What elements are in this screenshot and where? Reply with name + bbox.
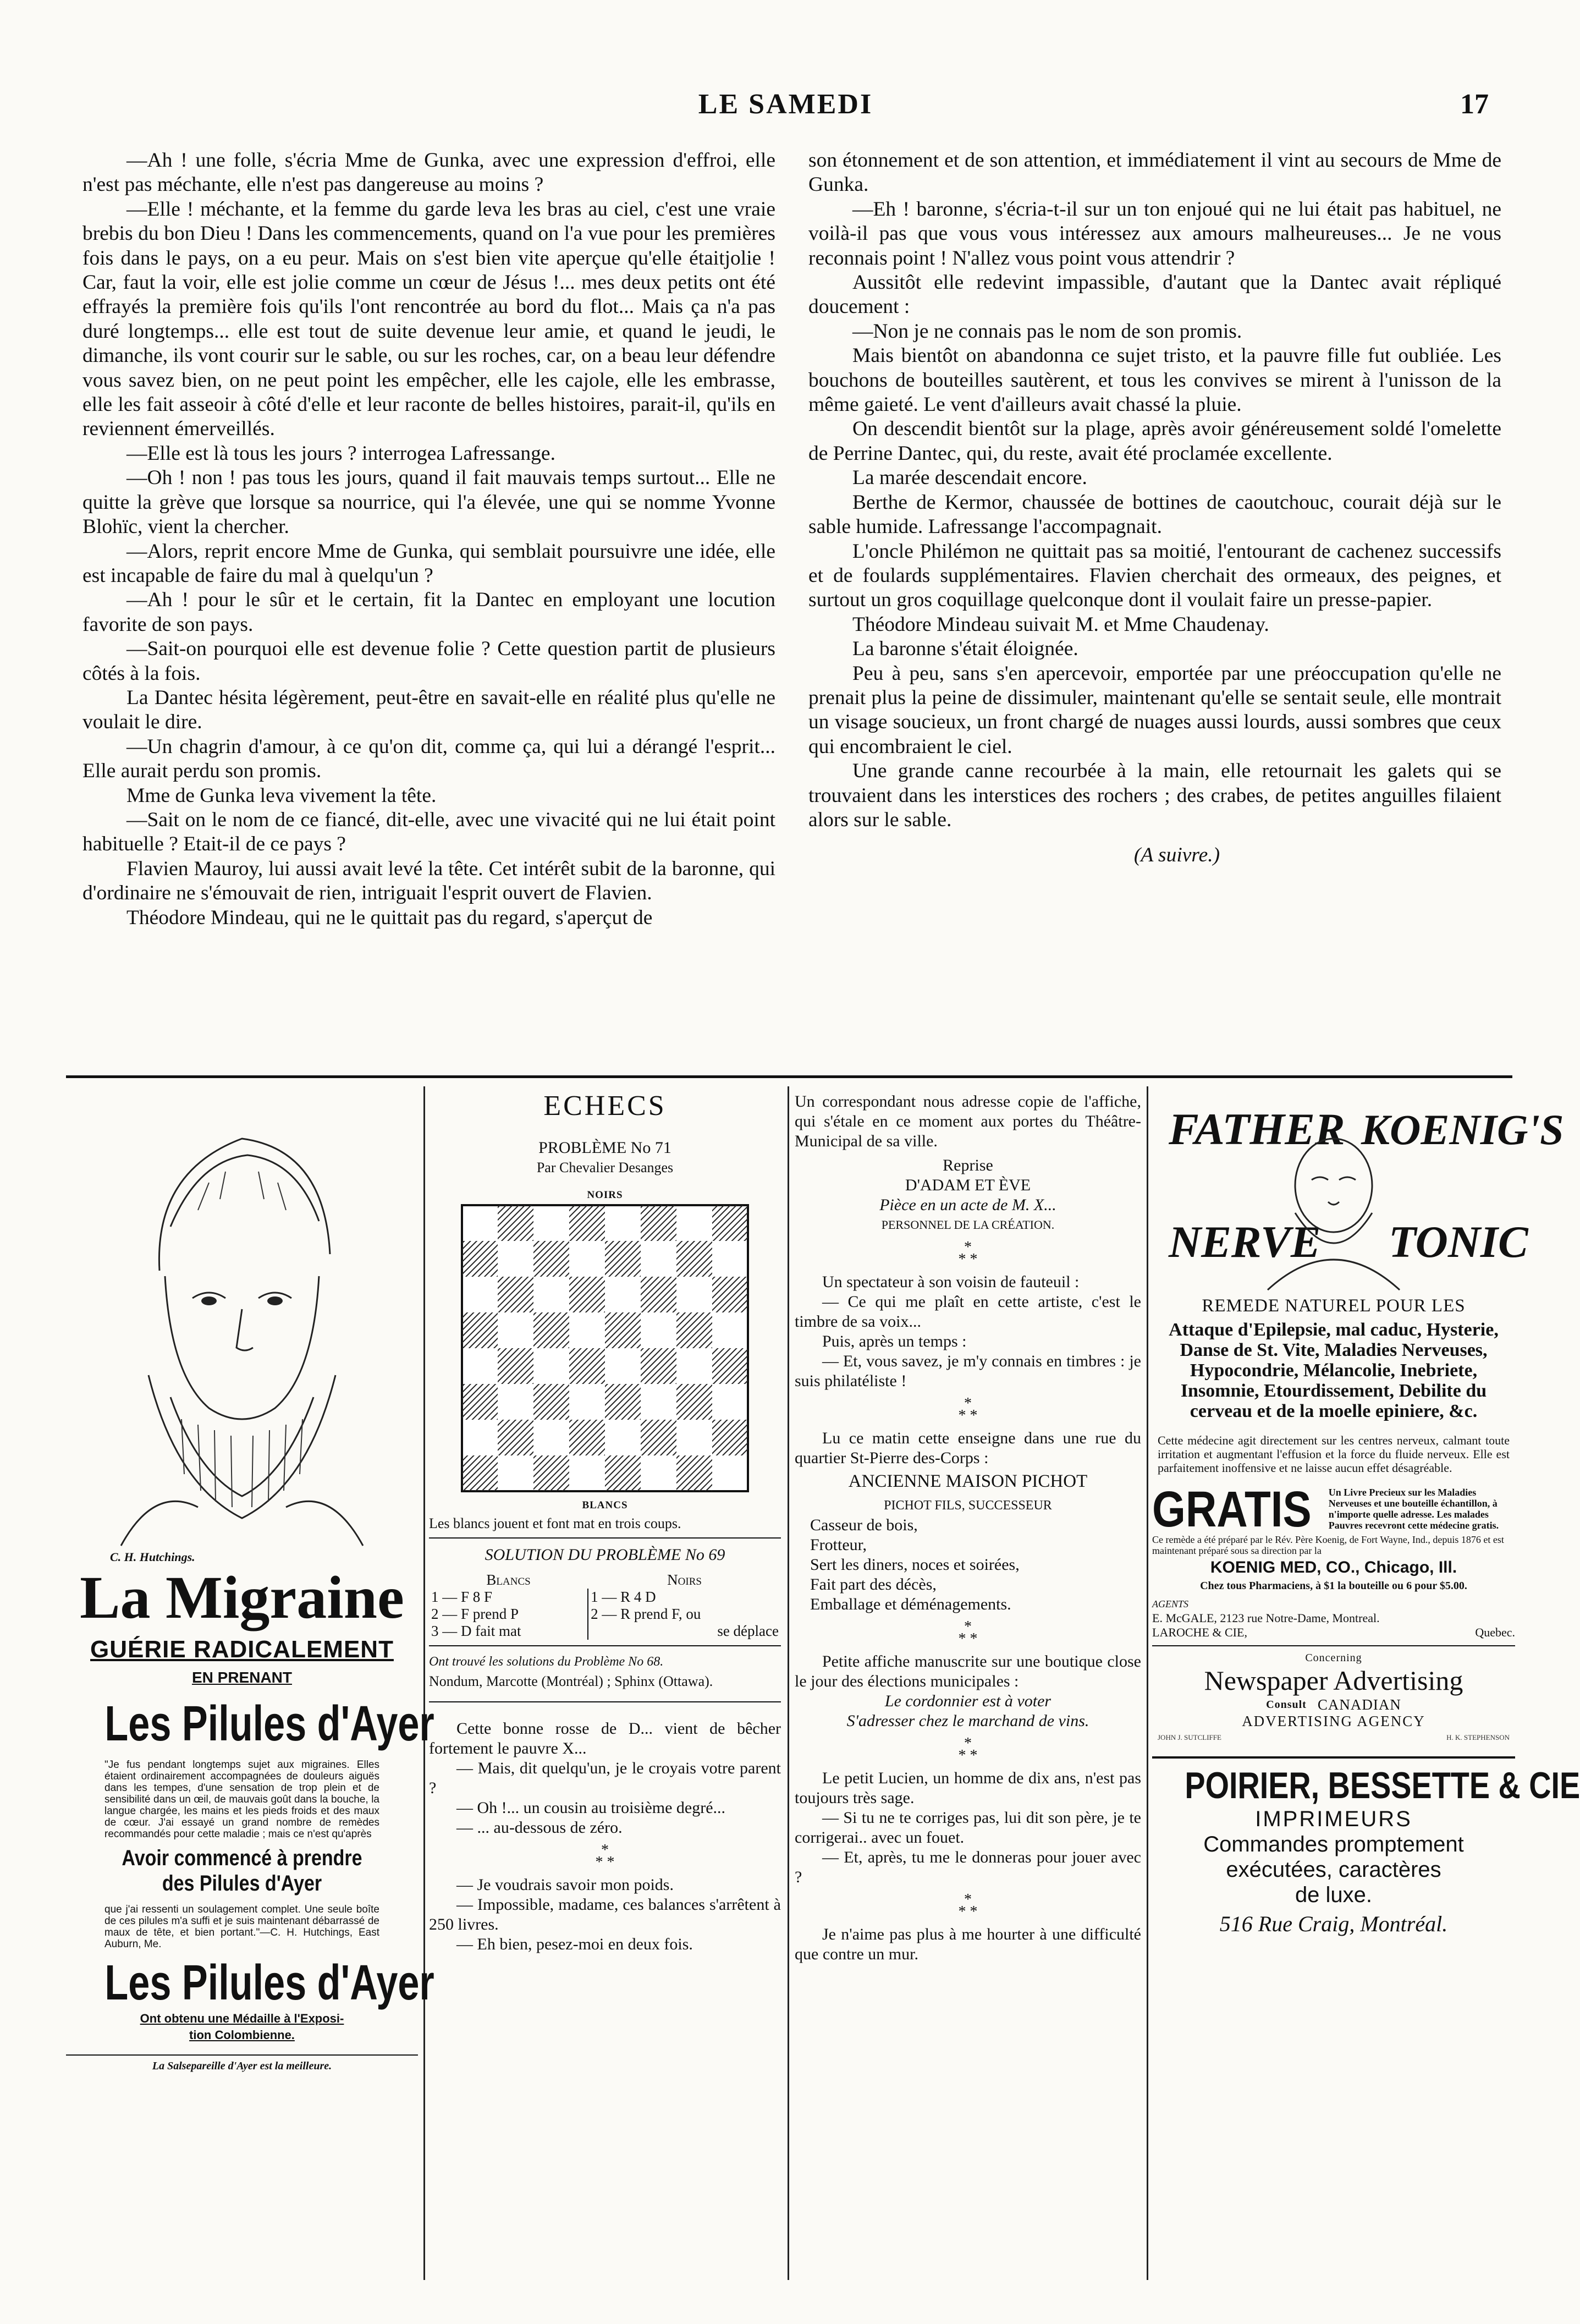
joke-line: Puis, après un temps : xyxy=(822,1332,967,1350)
joke-line: — Eh bien, pesez-moi en deux fois. xyxy=(456,1935,693,1953)
dark-square xyxy=(462,1312,498,1348)
play-subtitle: Pièce en un acte de M. X... xyxy=(879,1196,1056,1214)
solution-move: 1 — F 8 F xyxy=(431,1589,493,1605)
dark-square xyxy=(676,1312,712,1348)
adagency-consult-row xyxy=(1152,1696,1515,1713)
ad-headline: La Migraine xyxy=(80,1564,404,1631)
chess-noirs-label: NOIRS xyxy=(587,1189,623,1201)
dark-square xyxy=(498,1348,533,1384)
solution-move: 1 — R 4 D xyxy=(588,1589,781,1606)
column-rule xyxy=(423,1086,425,2280)
serial-paragraph: Peu à peu, sans s'en apercevoir, emportée par une préoccupation qu'elle ne prenait plus la peine de dissimuler, maintenant qu'elle se sentait seule, elle montrait un visage soucieux, un front chargé de nuages aussi lourds, aussi sombres que ceux qui encombraient le ciel. xyxy=(808,662,1501,758)
page-number: 17 xyxy=(1460,89,1489,120)
preparation-note: Ce remède a été préparé par le Rév. Père Koenig, de Fort Wayne, Ind., depuis 1876 et est maintenant préparé sous sa direction par la xyxy=(1152,1534,1504,1556)
serial-paragraph: Flavien Mauroy, lui aussi avait levé la tête. Cet intérêt subit de la baronne, qui d'ordinaire ne s'émouvait de rien, intriguait l'esprit ouvert de Flavien. xyxy=(82,857,775,905)
solution-title: SOLUTION DU PROBLÈME No 69 xyxy=(485,1546,725,1564)
serial-paragraph: Mme de Gunka leva vivement la tête. xyxy=(126,784,437,807)
dark-square xyxy=(569,1205,605,1241)
printer-trade: IMPRIMEURS xyxy=(1255,1807,1412,1831)
dark-square xyxy=(569,1420,605,1455)
dark-square xyxy=(712,1277,748,1312)
joke-line: — Si tu ne te corriges pas, lui dit son père, je te corrigerai.. avec un fouet. xyxy=(795,1809,1141,1847)
dark-square xyxy=(533,1312,569,1348)
product-name: Les Pilules d'Ayer xyxy=(104,1955,434,2010)
dark-square xyxy=(462,1241,498,1277)
joke-line: Cette bonne rosse de D... vient de bêcher fortement le pauvre X... xyxy=(429,1719,781,1757)
serial-left-column xyxy=(82,149,775,930)
chess-column xyxy=(429,1092,781,1954)
sign-line: Sert les diners, noces et soirées, xyxy=(810,1556,1020,1574)
serial-paragraph: La Dantec hésita légèrement, peut-être en savait-elle en réalité plus qu'elle ne voulait le dire. xyxy=(82,686,775,734)
solution-col-header: Blancs xyxy=(486,1572,531,1588)
gratis-text: Un Livre Precieux sur les Maladies Nerveuses et une bouteille échantillon, à n'importe quelle adresse. Les malades Pauvres recevront cette médecine gratis. xyxy=(1328,1487,1499,1531)
testimonial-text: "Je fus pendant longtemps sujet aux migraines. Elles étaient ordinairement accompagnées de douleurs aiguës dans les tempes, d'une sensation de trop plein et de sensibilité dans un œil, de mauvais goût dans la bouche, la langue chargée, les mains et les pieds froids et des maux de cœur. J'ai essayé un grand nombre de remèdes recommandés pour cette maladie ; mais ce n'est qu'après xyxy=(104,1759,379,1840)
logo-word: NERVE xyxy=(1169,1217,1321,1267)
serial-paragraph: On descendit bientôt sur la plage, après avoir généreusement soldé l'omelette de Perrine Dantec, qui, du reste, avait été proclamée excellente. xyxy=(808,417,1501,465)
koenig-logo xyxy=(1158,1092,1564,1290)
solution-move: 2 — F prend P xyxy=(431,1606,519,1622)
serial-paragraph: son étonnement et de son attention, et immédiatement il vint au secours de Mme de Gunka. xyxy=(808,149,1501,196)
joke-line: — ... au-dessous de zéro. xyxy=(456,1818,623,1837)
dark-square xyxy=(641,1348,676,1384)
dark-square xyxy=(641,1277,676,1312)
serial-paragraph: La marée descendait encore. xyxy=(852,466,1087,490)
joke-line: — Oh !... un cousin au troisième degré... xyxy=(456,1799,726,1817)
to-be-continued: (A suivre.) xyxy=(1133,844,1220,867)
joke-line: — Mais, dit quelqu'un, je le croyais votre parent ? xyxy=(429,1759,781,1797)
solution-move: se déplace xyxy=(588,1623,781,1640)
joke-line: — Impossible, madame, ces balances s'arrêtent à 250 livres. xyxy=(429,1896,781,1933)
dark-square xyxy=(605,1241,641,1277)
ad-callout: Avoir commencé à prendre xyxy=(122,1846,362,1870)
serial-paragraph: —Non je ne connais pas le nom de son promis. xyxy=(852,320,1242,343)
divider xyxy=(429,1701,781,1702)
dark-square xyxy=(498,1205,533,1241)
dark-square xyxy=(712,1348,748,1384)
ad-footer: La Salsepareille d'Ayer est la meilleure. xyxy=(66,2054,418,2073)
sign-line: Frotteur, xyxy=(810,1536,867,1554)
joke-line: — Ce qui me plaît en cette artiste, c'est le timbre de sa voix... xyxy=(795,1293,1141,1331)
serial-paragraph: Berthe de Kermor, chaussée de bottines de caoutchouc, courait déjà sur le sable humide. Lafressange l'accompagnait. xyxy=(808,491,1501,539)
divider xyxy=(1152,1645,1515,1646)
sign-subtitle: PICHOT FILS, SUCCESSEUR xyxy=(884,1498,1052,1513)
dark-square xyxy=(533,1384,569,1420)
ad-subheadline: GUÉRIE RADICALEMENT xyxy=(90,1636,394,1663)
dark-square xyxy=(712,1420,748,1455)
play-personnel: PERSONNEL DE LA CRÉATION. xyxy=(881,1218,1055,1232)
portrait-caption: C. H. Hutchings. xyxy=(110,1550,195,1564)
joke-line: — Je voudrais savoir mon poids. xyxy=(456,1876,674,1894)
serial-paragraph: —Sait on le nom de ce fiancé, dit-elle, avec une vivacité qui ne lui était point habituelle ? Etait-il de ce pays ? xyxy=(82,808,775,856)
testimonial-text: que j'ai ressenti un soulagement complet. Une seule boîte de ces pilules m'a suffi et je suis maintenant débarrassé de maux de tête, et bien portant."—C. H. Hutchings, East Auburn, Me. xyxy=(104,1904,379,1950)
joke-line: — Et, vous savez, je m'y connais en timbres : je suis philatéliste ! xyxy=(795,1352,1141,1390)
ad-prenant: EN PRENANT xyxy=(191,1669,292,1686)
sign-line: Casseur de bois, xyxy=(810,1516,918,1534)
dark-square xyxy=(498,1420,533,1455)
dark-square xyxy=(569,1277,605,1312)
anecdotes-column xyxy=(795,1092,1141,1964)
gratis-word: GRATIS xyxy=(1152,1481,1312,1537)
dark-square xyxy=(605,1384,641,1420)
dark-square xyxy=(712,1205,748,1241)
right-ads-column xyxy=(1152,1092,1580,1937)
serial-paragraph: —Ah ! pour le sûr et le certain, fit la Dantec en employant une locution favorite de son pays. xyxy=(82,589,775,636)
joke-line: — Et, après, tu me le donneras pour jouer avec ? xyxy=(795,1848,1141,1886)
medal-note: Ont obtenu une Médaille à l'Exposi- xyxy=(140,2012,344,2025)
chess-board xyxy=(462,1205,748,1491)
sign-title: ANCIENNE MAISON PICHOT xyxy=(848,1471,1088,1491)
serial-paragraph: —Alors, reprit encore Mme de Gunka, qui semblait poursuivre une idée, elle est incapable de faire du mal à quelqu'un ? xyxy=(82,540,775,587)
solution-move: 3 — D fait mat xyxy=(431,1623,521,1639)
company-name: KOENIG MED, CO., Chicago, Ill. xyxy=(1210,1558,1457,1576)
dark-square xyxy=(605,1312,641,1348)
serial-paragraph: —Sait-on pourquoi elle est devenue folie ? Cette question partit de plusieurs côtés à la fois. xyxy=(82,638,775,685)
solution-table xyxy=(429,1572,781,1640)
agent-city: Quebec. xyxy=(1475,1625,1515,1639)
serial-paragraph: La baronne s'était éloignée. xyxy=(852,638,1078,661)
agent-line xyxy=(1152,1625,1515,1640)
printer-address: 516 Rue Craig, Montréal. xyxy=(1219,1911,1448,1936)
medicine-description: Cette médecine agit directement sur les centres nerveux, calmant toute irritation et augmentant l'effusion et la force du fluide nerveux. Elle est parfaitement inoffensive et ne laisse aucun effet désagréable. xyxy=(1158,1433,1510,1475)
play-title: D'ADAM ET ÈVE xyxy=(905,1176,1031,1194)
solvers-title: Ont trouvé les solutions du Problème No 68. xyxy=(429,1655,664,1669)
joke-line: Un spectateur à son voisin de fauteuil : xyxy=(822,1273,1080,1291)
dark-square xyxy=(641,1205,676,1241)
serial-paragraph: —Elle est là tous les jours ? interrogea Lafressange. xyxy=(126,442,555,465)
sign-line: Emballage et déménagements. xyxy=(810,1595,1011,1613)
divider xyxy=(429,1645,781,1646)
adagency-canadian: CANADIAN xyxy=(1317,1696,1401,1713)
adagency-concerning: Concerning xyxy=(1305,1652,1362,1664)
serial-paragraph: —Ah ! une folle, s'écria Mme de Gunka, avec une expression d'effroi, elle n'est pas méchante, elle n'est pas dangereuse au moins ? xyxy=(82,149,775,196)
price-note: Chez tous Pharmaciens, à $1 la bouteille ou 6 pour $5.00. xyxy=(1200,1580,1467,1592)
chess-blancs-label: BLANCS xyxy=(582,1499,628,1511)
column-rule xyxy=(1147,1086,1148,2280)
dark-square xyxy=(676,1241,712,1277)
asterism: * * * xyxy=(958,1395,978,1424)
serial-paragraph: Mais bientôt on abandonna ce sujet tristo, et la pauvre fille fut oubliée. Les bouchons de bouteilles sautèrent, et tous les convives se mirent à l'unisson de la même gaieté. Le vent d'ailleurs avait chassé la pluie. xyxy=(808,344,1501,416)
chess-problem-number: PROBLÈME No 71 xyxy=(538,1139,671,1157)
dark-square xyxy=(462,1455,498,1491)
printer-line: exécutées, caractères xyxy=(1226,1858,1441,1882)
section-divider xyxy=(66,1075,1512,1078)
anecdote-text: Un correspondant nous adresse copie de l'affiche, qui s'étale en ce moment aux portes du Théâtre-Municipal de sa ville. xyxy=(795,1092,1141,1150)
dark-square xyxy=(676,1384,712,1420)
dark-square xyxy=(533,1241,569,1277)
remedy-heading: REMEDE NATUREL POUR LES xyxy=(1202,1296,1466,1316)
divider xyxy=(1152,1756,1515,1759)
play-reprise: Reprise xyxy=(943,1156,993,1174)
adagency-headline: Newspaper Advertising xyxy=(1204,1665,1463,1696)
adagency-partners xyxy=(1158,1733,1510,1742)
asterism: * * * xyxy=(958,1618,978,1647)
running-head xyxy=(0,88,1571,127)
serial-paragraph: —Un chagrin d'amour, à ce qu'on dit, comme ça, qui lui a dérangé l'esprit... Elle aurait perdu son promis. xyxy=(82,735,775,783)
newspaper-title: LE SAMEDI xyxy=(698,89,873,120)
printer-line: de luxe. xyxy=(1295,1883,1373,1907)
product-name: Les Pilules d'Ayer xyxy=(104,1696,434,1751)
sign-line: Fait part des décès, xyxy=(810,1575,937,1594)
dark-square xyxy=(641,1420,676,1455)
anecdote-text: Lu ce matin cette enseigne dans une rue du quartier St-Pierre des-Corps : xyxy=(795,1429,1141,1467)
chess-instruction: Les blancs jouent et font mat en trois coups. xyxy=(429,1515,681,1531)
notice-line: S'adresser chez le marchand de vins. xyxy=(846,1712,1089,1730)
serial-paragraph: —Eh ! baronne, s'écria-t-il sur un ton enjoué qui ne lui était pas habituel, ne voilà-il pas que vous vous intéressez aux amours malheureuses... Je ne vous reconnais point ! N'allez vous point vous attendrir ? xyxy=(808,197,1501,270)
dark-square xyxy=(462,1384,498,1420)
ailments-list: Attaque d'Epilepsie, mal caduc, Hysterie, Danse de St. Vite, Maladies Nerveuses, Hypocondrie, Mélancolie, Inebriete, Insomnie, Etourdissement, Debilite du cerveau et de la moelle epiniere, &c. xyxy=(1169,1320,1499,1421)
printer-line: Commandes promptement xyxy=(1203,1832,1464,1856)
serial-paragraph: L'oncle Philémon ne quittait pas sa moitié, l'entourant de cachenez successifs et de foulards supplémentaires. Flavien cherchait des ormeaux, des peignes, et surtout un gros coquillage quelconque dont il voulait faire un presse-papier. xyxy=(808,540,1501,612)
notice-line: Le cordonnier est à voter xyxy=(884,1692,1052,1710)
asterism: * * * xyxy=(595,1842,615,1871)
serial-paragraph: Une grande canne recourbée à la main, elle retournait les galets qui se trouvaient dans les interstices des rochers ; des crabes, de petites anguilles filaient alors sur le sable. xyxy=(808,760,1501,831)
gratis-offer xyxy=(1152,1481,1515,1537)
agents-label: AGENTS xyxy=(1152,1598,1189,1609)
printer-name: POIRIER, BESSETTE & CIE xyxy=(1185,1765,1580,1806)
partner-name: H. K. STEPHENSON xyxy=(1446,1733,1510,1741)
asterism: * * * xyxy=(958,1891,978,1920)
chess-author: Par Chevalier Desanges xyxy=(536,1160,674,1175)
medal-note: tion Colombienne. xyxy=(189,2028,295,2042)
serial-paragraph: Théodore Mindeau suivait M. et Mme Chaudenay. xyxy=(852,613,1269,636)
asterism: * * * xyxy=(958,1735,978,1764)
dark-square xyxy=(569,1348,605,1384)
agent-name: LAROCHE & CIE, xyxy=(1152,1625,1247,1639)
solution-move: 2 — R prend F, ou xyxy=(588,1606,781,1623)
joke-line: Je n'aime pas plus à me hourter à une difficulté que contre un mur. xyxy=(795,1925,1141,1963)
solution-col-header: Noirs xyxy=(667,1572,702,1588)
adagency-name: ADVERTISING AGENCY xyxy=(1242,1713,1425,1729)
dark-square xyxy=(498,1277,533,1312)
serial-paragraph: Théodore Mindeau, qui ne le quittait pas du regard, s'aperçut de xyxy=(126,906,653,929)
joke-line: Le petit Lucien, un homme de dix ans, n'est pas toujours très sage. xyxy=(795,1769,1141,1807)
partner-name: JOHN J. SUTCLIFFE xyxy=(1158,1733,1221,1741)
serial-paragraph: —Oh ! non ! pas tous les jours, quand il fait mauvais temps surtout... Elle ne quitte la grève que lorsque sa nourrice, qui l'a élevée, une qui se nomme Yvonne Blohïc, vient la chercher. xyxy=(82,466,775,539)
divider xyxy=(429,1537,781,1539)
serial-paragraph: —Elle ! méchante, et la femme du garde leva les bras au ciel, c'est une vraie brebis du bon Dieu ! Dans les commencements, quand on l'a vue pour les premières fois dans le pays, on a eu peur. Mais on s'est bien vite aperçue qu'elle étaitjolie ! Car, faut la voir, elle est jolie comme un cœur de Jésus !... mes deux petits ont été effrayés la première fois qu'ils l'ont rencontrée au bord du flot... Mais ça n'a pas duré longtemps... elle est tout de suite devenue leur amie, et quand le jeudi, le dimanche, ils vont courir sur le sable, ou sur les roches, car, on a beau leur défendre vous savez bien, on ne peut point les empêcher, elle les cajole, elle les embrasse, elle les fait asseoir à côté d'elle et leur raconte de belles histoires, parait-il, qu'ils en reviennent émerveillés. xyxy=(82,197,775,441)
agents-block xyxy=(1152,1597,1515,1640)
consult-label: Consult xyxy=(1266,1699,1307,1711)
logo-word: FATHER xyxy=(1169,1104,1345,1154)
agent-line: E. McGALE, 2123 rue Notre-Dame, Montreal. xyxy=(1152,1611,1380,1625)
dark-square xyxy=(676,1455,712,1491)
logo-word: TONIC xyxy=(1389,1217,1528,1267)
anecdote-text: Petite affiche manuscrite sur une boutique close le jour des élections municipales : xyxy=(795,1652,1141,1690)
chess-title: ECHECS xyxy=(543,1090,667,1122)
serial-right-column xyxy=(808,149,1501,868)
solvers-list: Nondum, Marcotte (Montréal) ; Sphinx (Ottawa). xyxy=(429,1673,713,1689)
logo-word: KOENIG'S xyxy=(1361,1106,1564,1153)
ayer-pills-ad xyxy=(66,1089,434,2073)
ad-callout: des Pilules d'Ayer xyxy=(162,1871,322,1896)
dark-square xyxy=(605,1455,641,1491)
asterism: * * * xyxy=(958,1239,978,1268)
portrait-illustration xyxy=(88,1089,396,1546)
column-rule xyxy=(788,1086,789,2280)
dark-square xyxy=(533,1455,569,1491)
serial-paragraph: Aussitôt elle redevint impassible, d'autant que la Dantec avait répliqué doucement : xyxy=(808,271,1501,318)
